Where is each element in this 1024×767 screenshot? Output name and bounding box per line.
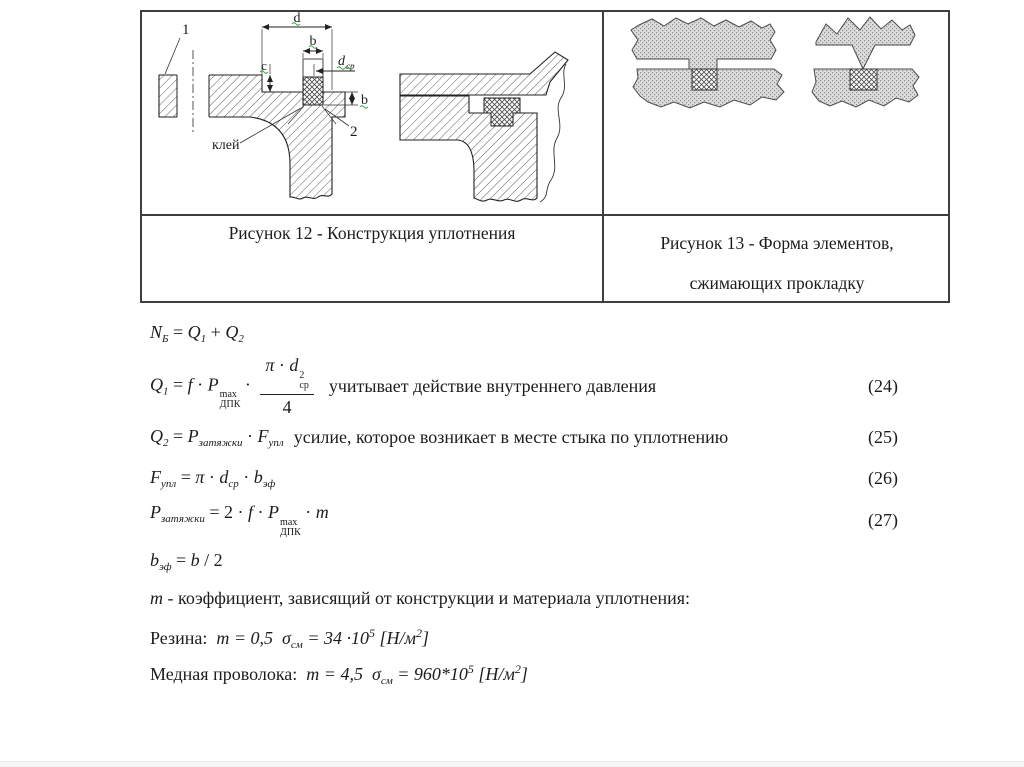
figure-13-caption-line1: Рисунок 13 - Форма элементов, (660, 233, 894, 253)
formula-nb-expr: $N_Б = Q_1 + Q_2$ (150, 322, 244, 345)
formula-beff (150, 546, 950, 576)
formula-nb (150, 322, 950, 345)
formula-q2-expr: $Q_2 = P_{затяжки} \cdot F_{упл}$ (150, 425, 284, 449)
formula-pzat-expr: $P_{затяжки} = 2 \cdot f \cdot P$ max ДПК · m (150, 502, 329, 538)
figure-13-caption-line2: сжимающих прокладку (689, 273, 865, 293)
rubber-values-text: Резина: m = 0,5 $\sigma_{см} = 34 \cdot 10^5$ $[Н/м^2]$ (150, 625, 429, 651)
formula-q1-annotation: учитывает действие внутреннего давления (328, 375, 657, 396)
left-blob-gasket (692, 69, 717, 90)
formula-q2 (150, 421, 950, 453)
formula-pzat (150, 503, 950, 537)
formula-q1 (150, 354, 950, 417)
callout-1-label: 1 (182, 22, 190, 38)
figure-13-caption (604, 216, 950, 303)
figure-12-seal-construction-drawing (142, 12, 602, 214)
gasket-slot-outline (303, 59, 323, 77)
equation-number-24: (24) (868, 375, 898, 396)
figures-table (140, 10, 950, 303)
left-blob-upper-part (631, 18, 776, 69)
right-blob-gasket (850, 69, 877, 90)
figure-13-compressing-elements-drawing (604, 12, 950, 214)
equation-number-27: (27) (868, 509, 898, 530)
rubber-values (150, 623, 950, 653)
formula-fupl (150, 462, 950, 494)
dim-b-top-label: b (309, 34, 317, 49)
figure-12-drawing-cell (142, 12, 602, 214)
callout-2-label: 2 (350, 124, 358, 140)
formula-q1-expr: $Q_1 = f \cdot P$ max ДПК · π · d 2 ср 4 (150, 355, 319, 418)
formula-q2-annotation: усилие, которое возникает в месте стыка по уплотнению (293, 426, 729, 447)
right-blob-upper-part (816, 17, 915, 69)
dim-dcp-label: d (338, 54, 345, 69)
coefficient-definition-text: m - коэффициент, зависящий от конструкции и материала уплотнения: (150, 588, 691, 608)
dim-d-label: d (293, 12, 301, 26)
copper-wire-values-text: Медная проволока: m = 4,5 $\sigma_{см} = 960*10^5$ $[Н/м^2]$ (150, 661, 528, 687)
dim-c-label: c (261, 58, 267, 73)
gasket-crosshatched (303, 77, 323, 105)
callout-1-leader (165, 38, 180, 74)
equation-number-25: (25) (868, 426, 898, 447)
figure-13-drawing-cell (604, 12, 950, 214)
copper-wire-values (150, 659, 950, 689)
dim-dcp-sub: ср (346, 61, 355, 71)
upper-part-hatched (400, 52, 568, 95)
equation-number-26: (26) (868, 467, 898, 488)
figure-12-caption: Рисунок 12 - Конструкция уплотнения (228, 223, 516, 243)
dim-b-right-label: b (361, 93, 368, 108)
glue-label: клей (212, 138, 240, 153)
formula-fupl-expr: $F_{упл} = \pi \cdot d_{ср} \cdot b_{эф}$ (150, 466, 276, 490)
formula-beff-expr: $b_{эф} = b / 2$ (150, 549, 223, 573)
viewer-bottom-strip (0, 761, 1024, 767)
coefficient-definition (150, 588, 950, 609)
